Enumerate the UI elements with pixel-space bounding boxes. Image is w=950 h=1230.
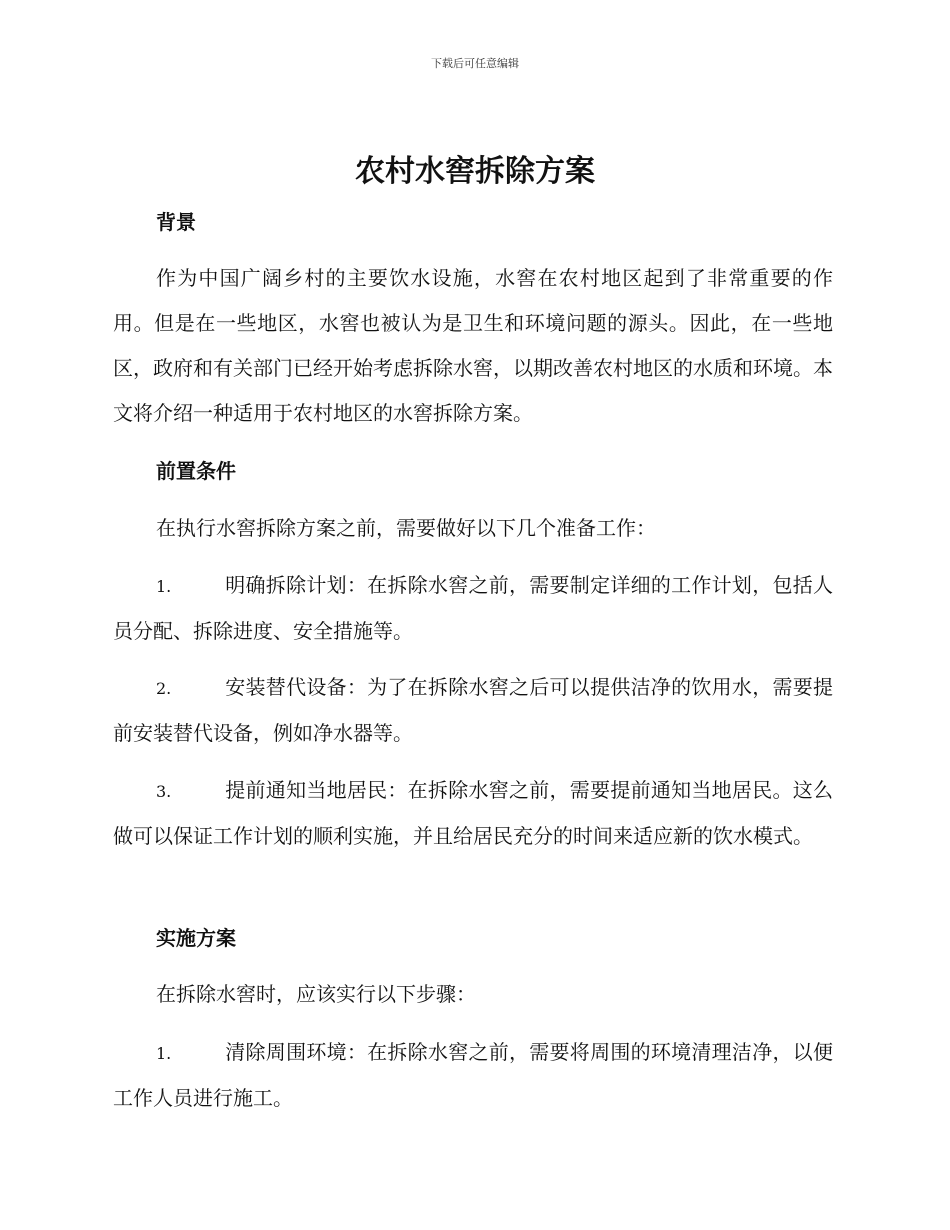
document-title: 农村水窖拆除方案 — [355, 154, 595, 189]
section-heading-prerequisites: 前置条件 — [156, 459, 236, 483]
prerequisites-intro: 在执行水窖拆除方案之前，需要做好以下几个准备工作： — [156, 516, 656, 540]
list-text: 提前通知当地居民：在拆除水窖之前，需要提前通知当地居民。这么做可以保证工作计划的顺利实施，并且给居民充分的时间来适应新的饮水模式。 — [113, 778, 833, 848]
list-number: 1. — [156, 577, 172, 596]
list-text: 安装替代设备：为了在拆除水窖之后可以提供洁净的饮用水，需要提前安装替代设备，例如净水器等。 — [113, 675, 833, 745]
prerequisite-item-3 — [113, 768, 833, 859]
list-number: 1. — [156, 1044, 172, 1063]
list-text: 明确拆除计划：在拆除水窖之前，需要制定详细的工作计划，包括人员分配、拆除进度、安全措施等。 — [113, 573, 833, 643]
header-note: 下载后可任意编辑 — [431, 57, 519, 70]
section-heading-implementation: 实施方案 — [156, 926, 236, 950]
implementation-item-1 — [113, 1030, 833, 1121]
section-heading-background: 背景 — [156, 210, 196, 234]
list-number: 3. — [156, 782, 172, 801]
implementation-intro: 在拆除水窖时，应该实行以下步骤： — [156, 982, 476, 1006]
list-text: 清除周围环境：在拆除水窖之前，需要将周围的环境清理洁净，以便工作人员进行施工。 — [113, 1040, 833, 1110]
list-number: 2. — [156, 679, 172, 698]
prerequisite-item-2 — [113, 665, 833, 756]
prerequisite-item-1 — [113, 563, 833, 654]
background-paragraph: 作为中国广阔乡村的主要饮水设施，水窖在农村地区起到了非常重要的作用。但是在一些地区，水窖也被认为是卫生和环境问题的源头。因此，在一些地区，政府和有关部门已经开始考虑拆除水窖，以期改善农村地区的水质和环境。本文将介绍一种适用于农村地区的水窖拆除方案。 — [113, 266, 833, 425]
